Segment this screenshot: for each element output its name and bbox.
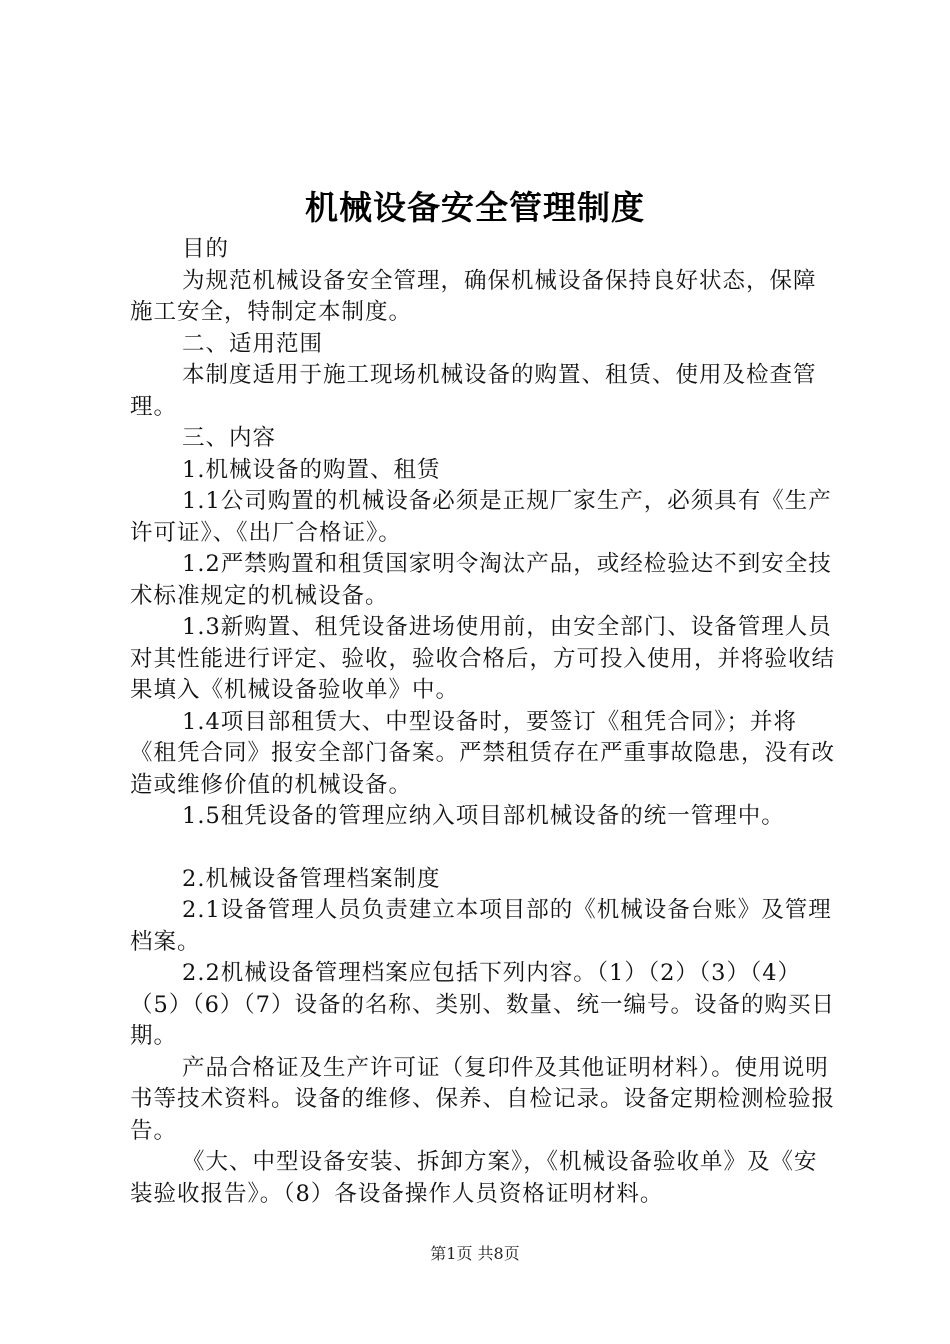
paragraph-1-4: 1.4项目部租赁大、中型设备时，要签订《租凭合同》；并将《租凭合同》报安全部门备案。严禁租赁存在严重事故隐患，没有改造或维修价值的机械设备。 <box>130 708 836 798</box>
page-number-footer: 第1页 共8页 <box>430 1244 520 1263</box>
paragraph-content-heading: 三、内容 <box>182 425 277 451</box>
paragraph-scope: 本制度适用于施工现场机械设备的购置、租赁、使用及检查管理。 <box>130 362 817 420</box>
paragraph-1-1: 1.1公司购置的机械设备必须是正规厂家生产，必须具有《生产许可证》、《出厂合格证》。 <box>130 488 832 546</box>
paragraph-scope-heading: 二、适用范围 <box>182 330 324 357</box>
paragraph-2-1: 2.1设备管理人员负责建立本项目部的《机械设备台账》及管理档案。 <box>130 897 832 955</box>
paragraph-2-2: 2.2机械设备管理档案应包括下列内容。（1）（2）（3）（4）（5）（6）（7）设备的名称、类别、数量、统一编号。设备的购买日期。 <box>130 960 835 1049</box>
paragraph-purpose: 为规范机械设备安全管理，确保机械设备保持良好状态，保障施工安全，特制定本制度。 <box>130 267 817 325</box>
paragraph-section-2-heading: 2.机械设备管理档案制度 <box>182 865 441 892</box>
paragraph-1-5: 1.5租凭设备的管理应纳入项目部机械设备的统一管理中。 <box>182 803 785 829</box>
paragraph-section-1-heading: 1.机械设备的购置、租赁 <box>182 456 441 483</box>
paragraph-2-2-continued: 产品合格证及生产许可证（复印件及其他证明材料）。使用说明书等技术资料。设备的维修、保养、自检记录。设备定期检测检验报告。 <box>130 1054 836 1144</box>
paragraph-1-2: 1.2严禁购置和租赁国家明令淘汰产品，或经检验达不到安全技术标准规定的机械设备。 <box>130 551 832 609</box>
blank-line <box>130 833 835 864</box>
document-body <box>130 234 835 1210</box>
paragraph-1-3: 1.3新购置、租凭设备进场使用前，由安全部门、设备管理人员对其性能进行评定、验收，验收合格后，方可投入使用，并将验收结果填入《机械设备验收单》中。 <box>130 614 836 703</box>
paragraph-2-2-end: 《大、中型设备安装、拆卸方案》，《机械设备验收单》及《安装验收报告》。（8）各设备操作人员资格证明材料。 <box>130 1149 818 1207</box>
paragraph-purpose-heading: 目的 <box>182 236 230 262</box>
document-title: 机械设备安全管理制度 <box>305 188 645 227</box>
